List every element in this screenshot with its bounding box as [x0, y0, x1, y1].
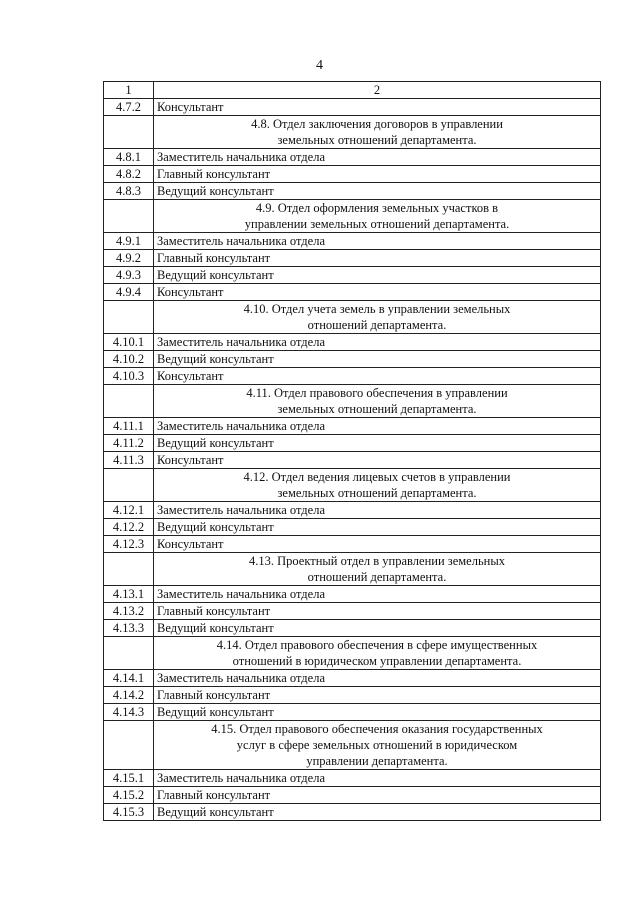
- table-row: [104, 183, 601, 200]
- table-row: [104, 704, 601, 721]
- position-number: 4.8.2: [104, 166, 154, 183]
- section-title-line: 4.10. Отдел учета земель в управлении земельных: [243, 302, 511, 316]
- position-number: 4.14.2: [104, 687, 154, 704]
- section-title-line: 4.8. Отдел заключения договоров в управлении: [251, 117, 503, 131]
- position-number: 4.11.2: [104, 435, 154, 452]
- position-number: 4.12.3: [104, 536, 154, 553]
- section-title: [154, 553, 601, 586]
- section-title-line: земельных отношений департамента.: [277, 486, 477, 500]
- table-row: [104, 620, 601, 637]
- section-title: [154, 469, 601, 502]
- section-row: [104, 385, 601, 418]
- section-title: [154, 116, 601, 149]
- position-title: Заместитель начальника отдела: [154, 334, 601, 351]
- position-number: 4.8.3: [104, 183, 154, 200]
- position-title: Заместитель начальника отдела: [154, 670, 601, 687]
- table-row: [104, 250, 601, 267]
- table-row: [104, 670, 601, 687]
- section-row: [104, 469, 601, 502]
- position-number: 4.15.3: [104, 804, 154, 821]
- table-row: [104, 149, 601, 166]
- position-number: 4.10.3: [104, 368, 154, 385]
- position-title: Главный консультант: [154, 166, 601, 183]
- section-title-line: отношений в юридическом управлении департамента.: [232, 654, 522, 668]
- position-number: 4.10.1: [104, 334, 154, 351]
- table-row: [104, 502, 601, 519]
- section-number-cell: [104, 637, 154, 670]
- table-row: [104, 586, 601, 603]
- staff-positions-table: [103, 81, 601, 821]
- position-title: Ведущий консультант: [154, 804, 601, 821]
- position-number: 4.9.2: [104, 250, 154, 267]
- position-title: Ведущий консультант: [154, 183, 601, 200]
- section-title: [154, 637, 601, 670]
- position-title: Заместитель начальника отдела: [154, 770, 601, 787]
- section-number-cell: [104, 721, 154, 770]
- table-row: [104, 519, 601, 536]
- position-number: 4.14.3: [104, 704, 154, 721]
- table-header-row: [104, 82, 601, 99]
- page-number: 4: [316, 58, 323, 73]
- position-number: 4.12.1: [104, 502, 154, 519]
- section-row: [104, 637, 601, 670]
- table-row: [104, 804, 601, 821]
- section-title-line: управлении департамента.: [306, 754, 448, 768]
- section-row: [104, 553, 601, 586]
- table-row: [104, 452, 601, 469]
- position-title: Заместитель начальника отдела: [154, 149, 601, 166]
- section-title-line: земельных отношений департамента.: [277, 402, 477, 416]
- section-title-line: отношений департамента.: [307, 318, 447, 332]
- section-title: [154, 385, 601, 418]
- section-number-cell: [104, 469, 154, 502]
- section-number-cell: [104, 301, 154, 334]
- section-title: [154, 721, 601, 770]
- section-title-line: отношений департамента.: [307, 570, 447, 584]
- position-title: Ведущий консультант: [154, 267, 601, 284]
- table-row: [104, 351, 601, 368]
- section-title-line: земельных отношений департамента.: [277, 133, 477, 147]
- position-number: 4.7.2: [104, 99, 154, 116]
- position-number: 4.11.1: [104, 418, 154, 435]
- table-row: [104, 166, 601, 183]
- position-title: Ведущий консультант: [154, 704, 601, 721]
- position-title: Ведущий консультант: [154, 351, 601, 368]
- position-number: 4.8.1: [104, 149, 154, 166]
- section-title-line: услуг в сфере земельных отношений в юридическом: [236, 738, 518, 752]
- position-title: Ведущий консультант: [154, 519, 601, 536]
- table-row: [104, 233, 601, 250]
- section-number-cell: [104, 116, 154, 149]
- position-title: Главный консультант: [154, 687, 601, 704]
- position-title: Главный консультант: [154, 603, 601, 620]
- position-title: Консультант: [154, 452, 601, 469]
- section-title-line: 4.13. Проектный отдел в управлении земельных: [249, 554, 505, 568]
- table-row: [104, 284, 601, 301]
- table-row: [104, 368, 601, 385]
- position-number: 4.13.1: [104, 586, 154, 603]
- table-row: [104, 435, 601, 452]
- column-header-1: 1: [104, 82, 154, 99]
- section-title: [154, 301, 601, 334]
- position-title: Заместитель начальника отдела: [154, 586, 601, 603]
- section-row: [104, 301, 601, 334]
- table-body: [104, 82, 601, 821]
- position-number: 4.11.3: [104, 452, 154, 469]
- table-row: [104, 787, 601, 804]
- section-row: [104, 116, 601, 149]
- position-number: 4.15.1: [104, 770, 154, 787]
- table-row: [104, 334, 601, 351]
- position-title: Консультант: [154, 368, 601, 385]
- section-title-line: управлении земельных отношений департамента.: [244, 217, 510, 231]
- position-title: Консультант: [154, 99, 601, 116]
- section-title-line: 4.15. Отдел правового обеспечения оказания государственных: [211, 722, 543, 736]
- position-title: Консультант: [154, 284, 601, 301]
- position-number: 4.9.3: [104, 267, 154, 284]
- table-row: [104, 418, 601, 435]
- section-title-line: 4.9. Отдел оформления земельных участков в: [255, 201, 499, 215]
- section-title-line: 4.14. Отдел правового обеспечения в сфере имущественных: [216, 638, 538, 652]
- section-title-line: 4.11. Отдел правового обеспечения в управлении: [246, 386, 508, 400]
- position-title: Главный консультант: [154, 787, 601, 804]
- position-number: 4.9.4: [104, 284, 154, 301]
- section-title-line: 4.12. Отдел ведения лицевых счетов в управлении: [243, 470, 511, 484]
- position-title: Заместитель начальника отдела: [154, 233, 601, 250]
- position-number: 4.13.2: [104, 603, 154, 620]
- section-number-cell: [104, 200, 154, 233]
- table-row: [104, 603, 601, 620]
- position-title: Заместитель начальника отдела: [154, 502, 601, 519]
- table-row: [104, 267, 601, 284]
- position-number: 4.15.2: [104, 787, 154, 804]
- position-title: Ведущий консультант: [154, 435, 601, 452]
- position-title: Ведущий консультант: [154, 620, 601, 637]
- position-number: 4.9.1: [104, 233, 154, 250]
- column-header-2: 2: [154, 82, 601, 99]
- position-title: Главный консультант: [154, 250, 601, 267]
- section-row: [104, 721, 601, 770]
- position-number: 4.10.2: [104, 351, 154, 368]
- position-title: Консультант: [154, 536, 601, 553]
- table-row: [104, 770, 601, 787]
- section-row: [104, 200, 601, 233]
- section-number-cell: [104, 385, 154, 418]
- table-row: [104, 536, 601, 553]
- section-title: [154, 200, 601, 233]
- position-number: 4.13.3: [104, 620, 154, 637]
- table-row: [104, 99, 601, 116]
- position-title: Заместитель начальника отдела: [154, 418, 601, 435]
- position-number: 4.14.1: [104, 670, 154, 687]
- table-row: [104, 687, 601, 704]
- section-number-cell: [104, 553, 154, 586]
- position-number: 4.12.2: [104, 519, 154, 536]
